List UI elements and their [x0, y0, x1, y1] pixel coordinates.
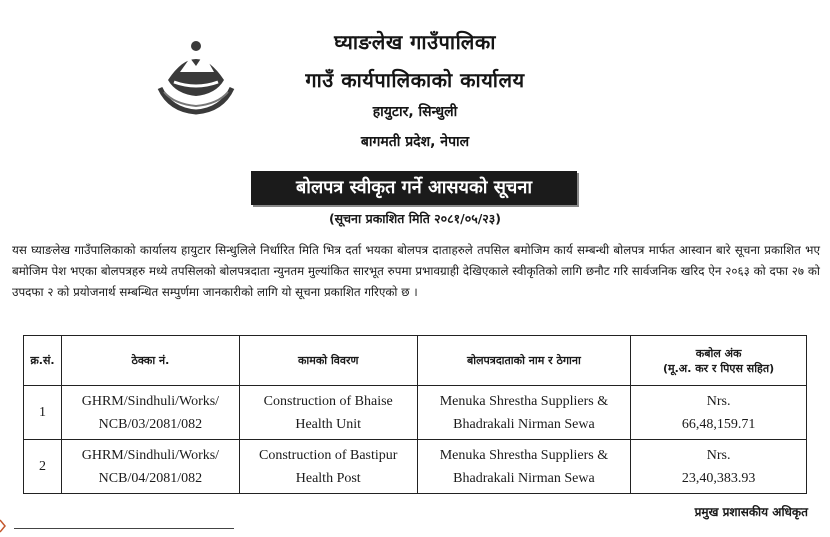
- cell-contract-no: [61, 440, 239, 494]
- header-bidder: बोलपत्रदाताको नाम र ठेगाना: [417, 336, 631, 386]
- header-amount-line1: कबोल अंक: [695, 346, 742, 360]
- footer-divider: [14, 528, 234, 529]
- signature-title: प्रमुख प्रशासकीय अधिकृत: [694, 505, 808, 519]
- cell-contract-no: [61, 386, 239, 440]
- edge-marker-icon: [0, 518, 6, 534]
- cell-line: Health Post: [295, 470, 361, 486]
- office-title-line1: घ्याङलेख गाउँपालिका: [334, 30, 496, 54]
- cell-line: Bhadrakali Nirman Sewa: [453, 416, 595, 432]
- cell-line: Menuka Shrestha Suppliers &: [439, 447, 609, 463]
- notice-banner: बोलपत्र स्वीकृत गर्ने आसयको सूचना: [251, 171, 577, 205]
- cell-line: Bhadrakali Nirman Sewa: [453, 470, 595, 486]
- cell-work: [239, 386, 417, 440]
- publication-date: (सूचना प्रकाशित मिति २०८१/०५/२३): [328, 211, 502, 226]
- header-amount-line2: (मू.अ. कर र पिएस सहित): [663, 361, 775, 375]
- cell-line: Nrs.: [706, 393, 731, 409]
- header-contract-no: ठेक्का नं.: [61, 336, 239, 386]
- cell-line: Construction of Bastipur: [259, 447, 398, 463]
- cell-amount: [631, 386, 807, 440]
- cell-bidder: [417, 440, 631, 494]
- office-address: हायुटार, सिन्धुली: [372, 104, 458, 120]
- cell-amount: [631, 440, 807, 494]
- cell-line: NCB/03/2081/082: [98, 416, 203, 432]
- bid-award-table: [23, 335, 807, 494]
- document-header: [0, 22, 830, 172]
- cell-line: NCB/04/2081/082: [98, 470, 203, 486]
- notice-body: यस घ्याङलेख गाउँपालिकाको कार्यालय हायुटार सिन्धुलिले निर्धारित मिति भित्र दर्ता भयका बोलपत्र दाताहरुले तपसिल बमोजिम कार्य सम्बन्धी बोलपत्र मार्फत आस्वान बारे सूचना प्रकाशित भए बमोजिम पेश भएका बोलपत्रहरु मध्ये तपसिलको बोलपत्रदाता न्युनतम मुल्यांकित सारभूत रुपमा प्रभावग्राही देखिएकाले स्वीकृतिको लागि छनौट गरि सार्वजनिक खरिद ऐन २०६३ को दफा २७ को उपदफा २ को प्रयोजनार्थ सम्बन्धित सम्पुर्णमा जानकारीको लागि यो सूचना प्रकाशित गरिएको छ ।: [12, 243, 820, 299]
- cell-work: [239, 440, 417, 494]
- cell-line: GHRM/Sindhuli/Works/: [81, 447, 220, 463]
- header-amount: [631, 336, 807, 386]
- header-sn: क्र.सं.: [24, 336, 62, 386]
- cell-bidder: [417, 386, 631, 440]
- cell-line: GHRM/Sindhuli/Works/: [81, 393, 220, 409]
- cell-sn: 1: [24, 386, 62, 440]
- cell-line: Nrs.: [706, 447, 731, 463]
- table-row: [24, 440, 807, 494]
- table-header-row: [24, 336, 807, 386]
- office-title-line2: गाउँ कार्यपालिकाको कार्यालय: [305, 68, 525, 92]
- header-work-description: कामको विवरण: [239, 336, 417, 386]
- cell-sn: 2: [24, 440, 62, 494]
- cell-line: 66,48,159.71: [681, 416, 756, 432]
- cell-line: Health Unit: [295, 416, 362, 432]
- cell-line: Construction of Bhaise: [263, 393, 393, 409]
- office-province: बागमती प्रदेश, नेपाल: [360, 134, 470, 150]
- cell-line: 23,40,383.93: [681, 470, 756, 486]
- cell-line: Menuka Shrestha Suppliers &: [439, 393, 609, 409]
- table-row: [24, 386, 807, 440]
